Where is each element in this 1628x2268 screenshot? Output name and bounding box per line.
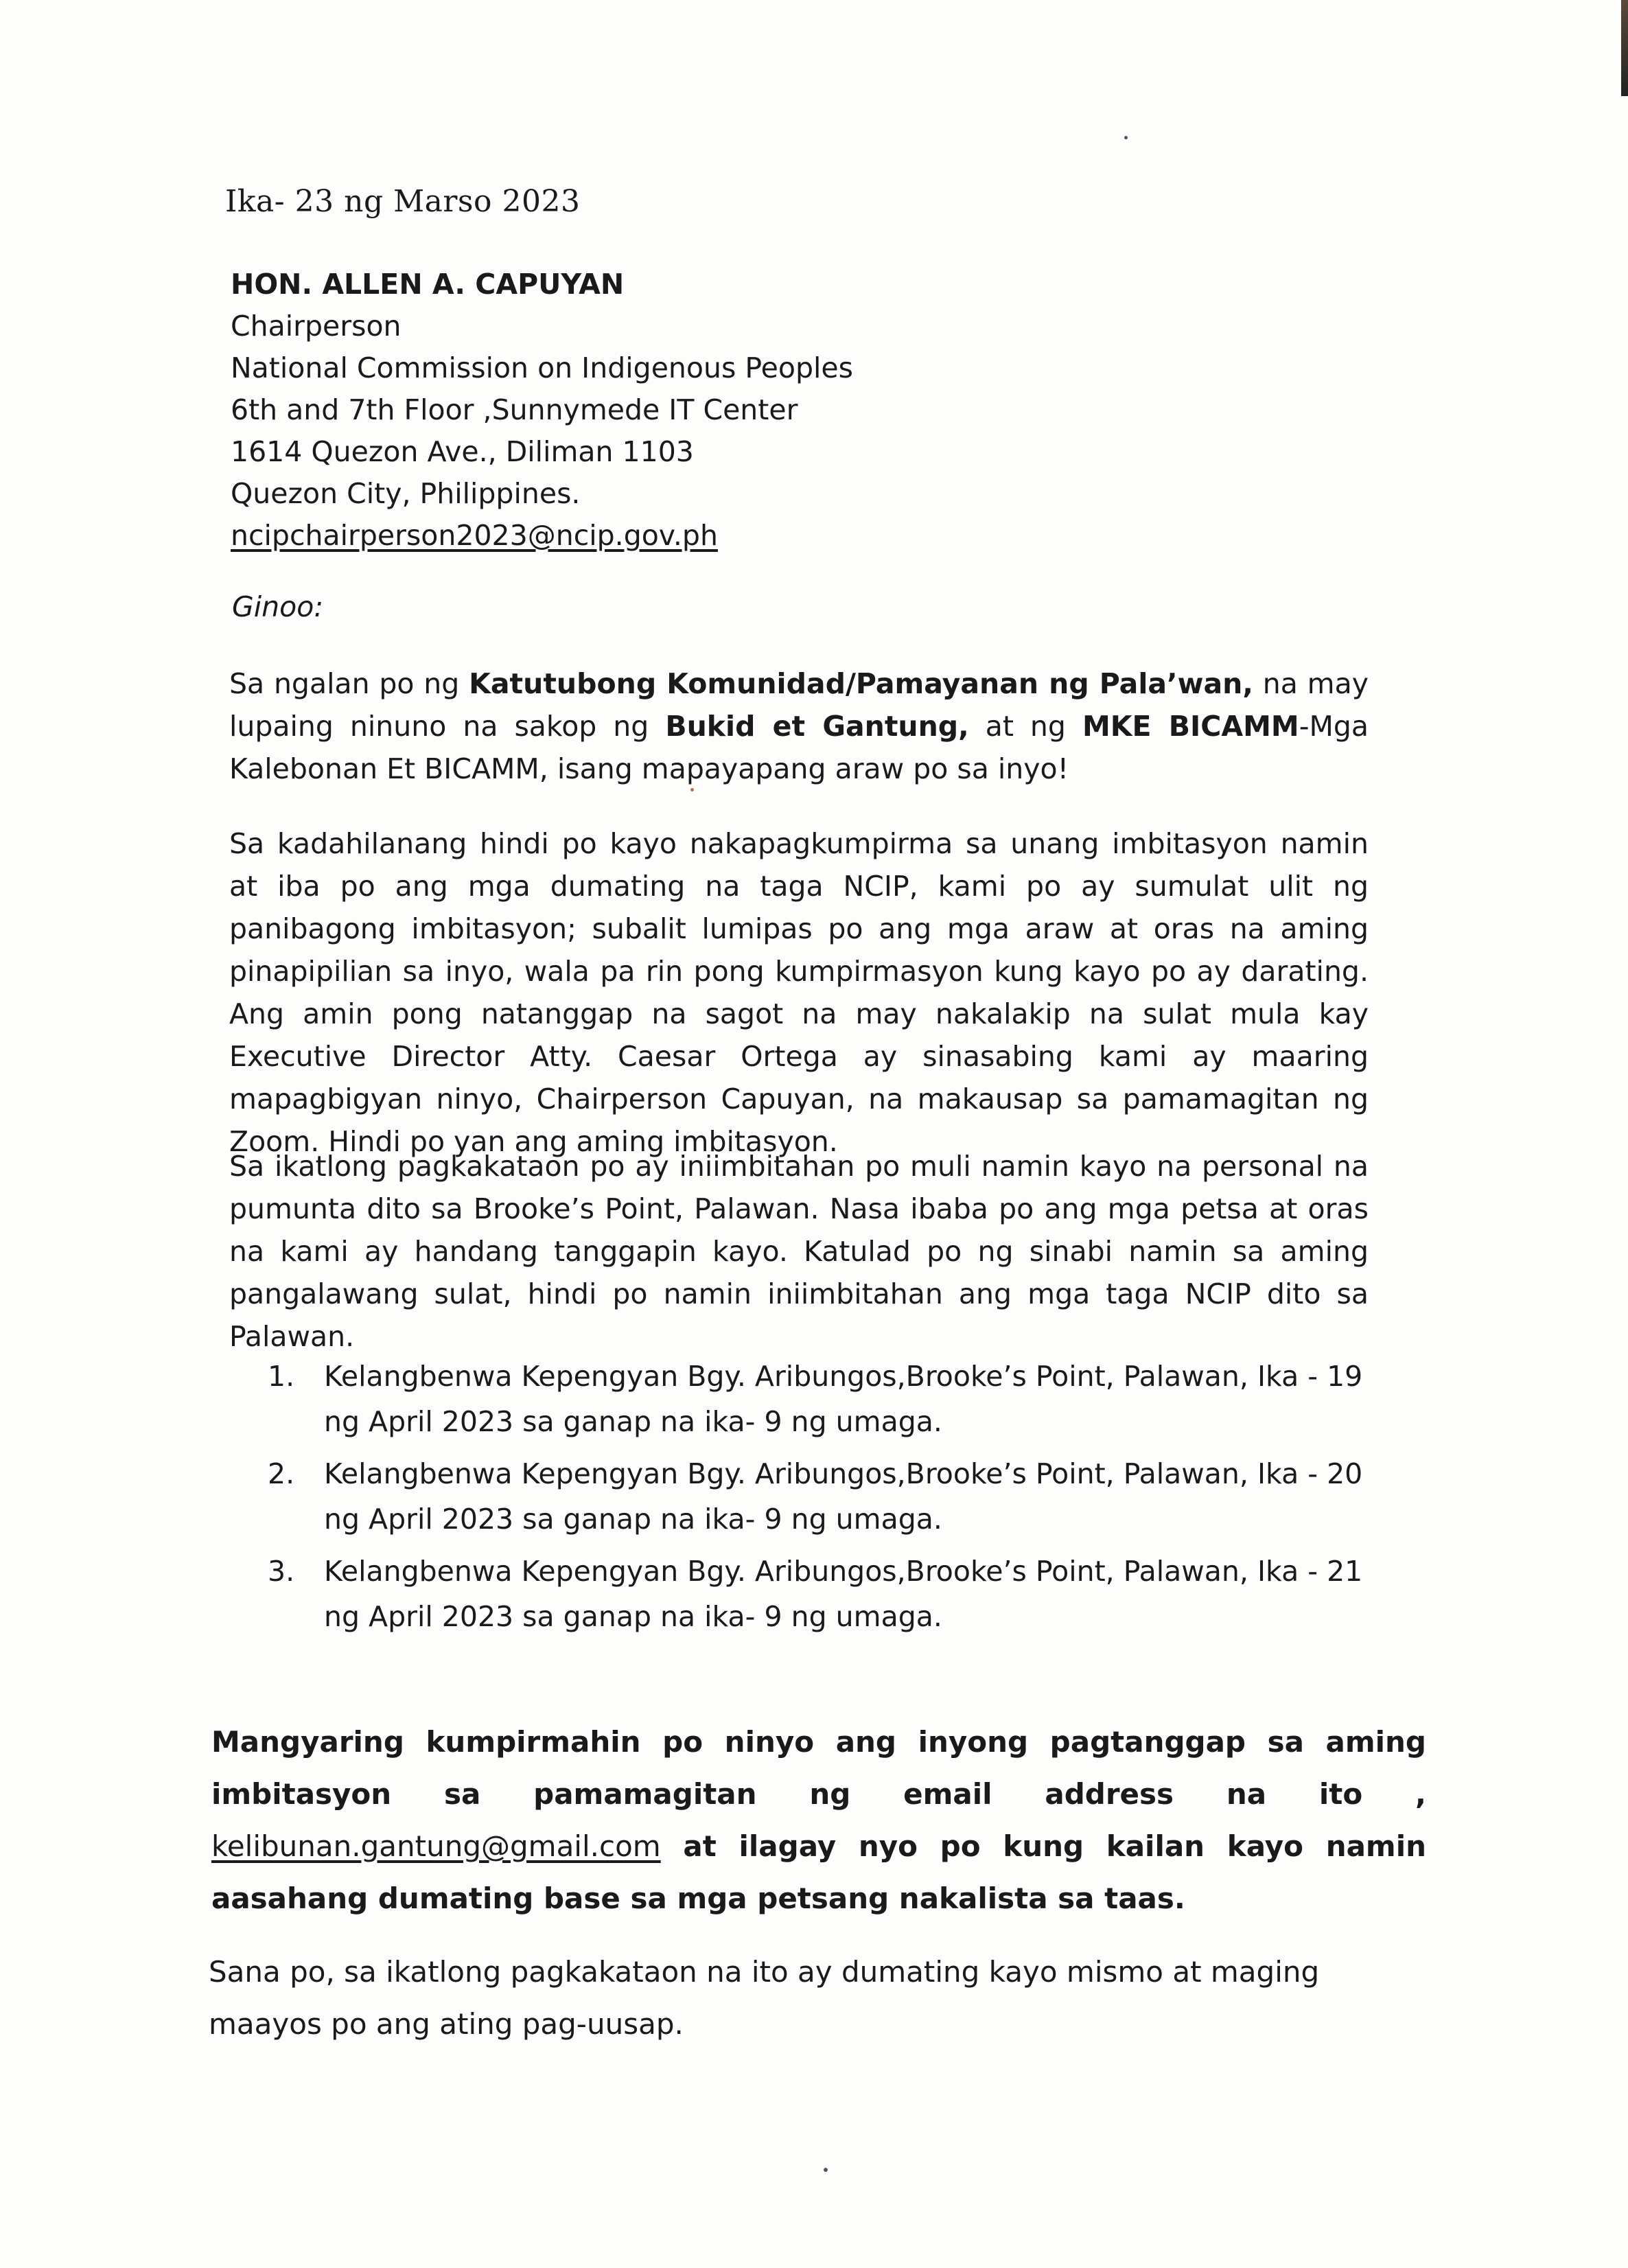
ancestral-domain-name: Bukid et Gantung, — [665, 710, 969, 743]
invitation-paragraph: Sa ikatlong pagkakataon po ay iniimbitahan po muli namin kayo na personal na pumunta dito sa Brooke’s Point, Palawan. Nasa ibaba po ang mga petsa at oras na kami ay handang tanggapin kayo. Katulad po ng sinabi namin sa aming pangalawang sulat, hindi po namin iniimbitahan ang mga taga NCIP dito sa Palawan. — [229, 1150, 1369, 1353]
greeting-text: at ng — [968, 710, 1082, 743]
organization-name: MKE BICAMM — [1082, 710, 1299, 743]
confirmation-request — [211, 1716, 1426, 1925]
list-item-text: Kelangbenwa Kepengyan Bgy. Aribungos,Brooke’s Point, Palawan, Ika - 19 ng April 2023 sa ganap na ika- 9 ng umaga. — [324, 1360, 1363, 1438]
recipient-name: HON. ALLEN A. CAPUYAN — [231, 268, 625, 301]
confirmation-text: Mangyaring kumpirmahin po ninyo ang inyong pagtanggap sa aming imbitasyon sa pamamagitan ng email address na ito , — [211, 1725, 1426, 1811]
letter-date: Ika- 23 ng Marso 2023 — [225, 184, 581, 219]
recipient-address-line: 1614 Quezon Ave., Diliman 1103 — [231, 435, 694, 468]
list-item — [268, 1354, 1407, 1444]
list-item — [268, 1451, 1407, 1542]
closing-paragraph: Sana po, sa ikatlong pagkakataon na ito ay dumating kayo mismo at maging maayos po ang ating pag-uusap. — [209, 1955, 1320, 2041]
community-name: Katutubong Komunidad/Pamayanan ng Pala’wan, — [469, 667, 1253, 700]
list-number: 2. — [268, 1457, 295, 1490]
recipient-address-block — [231, 264, 853, 557]
greeting-text: Sa ngalan po ng — [229, 667, 469, 700]
scan-speck — [1124, 136, 1128, 139]
confirmation-text: at ilagay nyo po kung kailan kayo namin aasahang dumating base sa mga petsang nakalista sa taas. — [211, 1829, 1426, 1915]
recipient-title: Chairperson — [231, 310, 402, 343]
scan-edge-mark — [1621, 0, 1628, 96]
body-paragraph: Sa kadahilanang hindi po kayo nakapagkumpirma sa unang imbitasyon namin at iba po ang mga dumating na taga NCIP, kami po ay sumulat ulit ng panibagong imbitasyon; subalit lumipas po ang mga araw at oras na aming pinapipilian sa inyo, wala pa rin pong kumpirmasyon kung kayo po ay darating. Ang amin pong natanggap na sagot na may nakalakip na sulat mula kay Executive Director Atty. Caesar Ortega ay sinasabing kami ay maaring mapagbigyan ninyo, Chairperson Capuyan, na makausap sa pamamagitan ng Zoom. Hindi po yan ang aming imbitasyon. — [229, 827, 1369, 1158]
greeting-text: -Mga Kalebonan Et BICAMM, isang mapayapang araw po sa inyo! — [229, 710, 1369, 785]
greeting-paragraph — [229, 662, 1369, 790]
recipient-email: ncipchairperson2023@ncip.gov.ph — [231, 519, 718, 552]
recipient-agency: National Commission on Indigenous Peoples — [231, 351, 853, 384]
list-item-text: Kelangbenwa Kepengyan Bgy. Aribungos,Brooke’s Point, Palawan, Ika - 21 ng April 2023 sa ganap na ika- 9 ng umaga. — [324, 1555, 1363, 1633]
list-number: 3. — [268, 1555, 295, 1588]
schedule-list — [268, 1354, 1407, 1646]
salutation: Ginoo: — [232, 590, 324, 623]
greeting-text: na may lupaing ninuno na sakop ng — [229, 667, 1369, 743]
recipient-address-line: Quezon City, Philippines. — [231, 477, 581, 510]
contact-email-link[interactable]: kelibunan.gantung@gmail.com — [211, 1829, 661, 1863]
list-item-text: Kelangbenwa Kepengyan Bgy. Aribungos,Brooke’s Point, Palawan, Ika - 20 ng April 2023 sa ganap na ika- 9 ng umaga. — [324, 1457, 1363, 1536]
scan-speck — [824, 2168, 828, 2172]
list-number: 1. — [268, 1360, 295, 1393]
list-item — [268, 1549, 1407, 1639]
recipient-address-line: 6th and 7th Floor ,Sunnymede IT Center — [231, 393, 798, 426]
